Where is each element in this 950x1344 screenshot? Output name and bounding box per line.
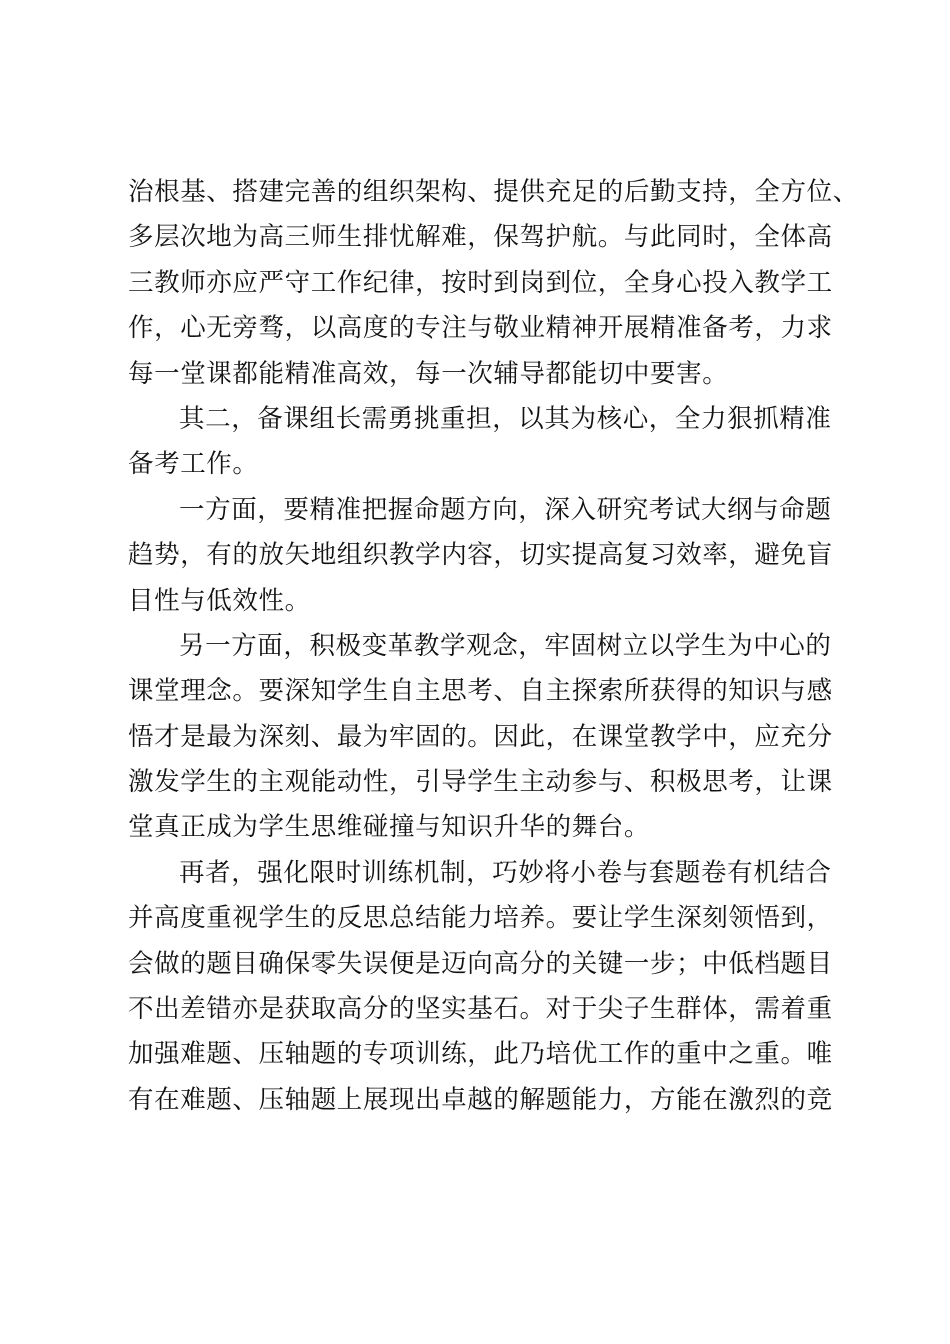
text-line: 另一方面，积极变革教学观念，牢固树立以学生为中心的 (179, 630, 832, 661)
text-line: 不出差错亦是获取高分的坚实基石。对于尖子生群体，需着重 (128, 994, 833, 1025)
text-line: 激发学生的主观能动性，引导学生主动参与、积极思考，让课 (128, 767, 833, 798)
text-line: 有在难题、压轴题上展现出卓越的解题能力，方能在激烈的竞 (128, 1084, 833, 1115)
document-body (128, 170, 859, 1123)
text-line: 并高度重视学生的反思总结能力培养。要让学生深刻领悟到， (128, 903, 833, 934)
text-line: 每一堂课都能精准高效，每一次辅导都能切中要害。 (128, 358, 729, 389)
text-line: 堂真正成为学生思维碰撞与知识升华的舞台。 (128, 812, 651, 843)
paragraph (128, 170, 859, 397)
text-line: 多层次地为高三师生排忧解难，保驾护航。与此同时，全体高 (128, 222, 833, 253)
paragraph (128, 624, 833, 851)
text-line: 治根基、搭建完善的组织架构、提供充足的后勤支持，全方位、 (128, 177, 859, 207)
text-line: 课堂理念。要深知学生自主思考、自主探索所获得的知识与感 (128, 676, 833, 707)
paragraph (128, 488, 833, 624)
text-line: 再者，强化限时训练机制，巧妙将小卷与套题卷有机结合 (179, 857, 832, 888)
text-line: 备考工作。 (128, 449, 259, 480)
text-line: 目性与低效性。 (128, 585, 311, 616)
text-line: 会做的题目确保零失误便是迈向高分的关键一步；中低档题目 (128, 948, 833, 979)
text-line: 悟才是最为深刻、最为牢固的。因此，在课堂教学中，应充分 (128, 721, 833, 752)
text-line: 加强难题、压轴题的专项训练，此乃培优工作的重中之重。唯 (128, 1039, 833, 1070)
paragraph (128, 851, 833, 1123)
text-line: 其二，备课组长需勇挑重担，以其为核心，全力狠抓精准 (179, 403, 832, 434)
text-line: 一方面，要精准把握命题方向，深入研究考试大纲与命题 (179, 494, 832, 525)
text-line: 三教师亦应严守工作纪律，按时到岗到位，全身心投入教学工 (128, 267, 833, 298)
paragraph (128, 397, 830, 488)
text-line: 作，心无旁骛，以高度的专注与敬业精神开展精准备考，力求 (128, 313, 833, 344)
text-line: 趋势，有的放矢地组织教学内容，切实提高复习效率，避免盲 (128, 540, 833, 571)
